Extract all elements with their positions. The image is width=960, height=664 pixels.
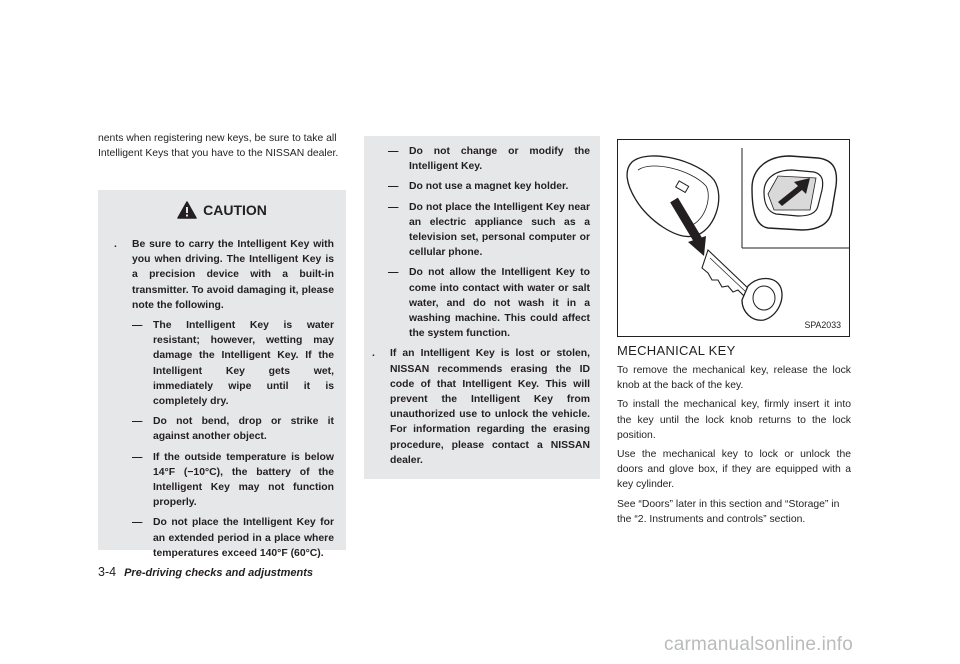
caution-header bbox=[98, 198, 346, 222]
mechanical-key-figure bbox=[617, 139, 850, 337]
caution-sub-item: — Do not bend, drop or strike it against another object. bbox=[132, 416, 334, 443]
body-paragraph: To install the mechanical key, firmly insert it into the key until the lock knob returns to the lock position. bbox=[617, 399, 851, 441]
body-paragraph: Use the mechanical key to lock or unlock the doors and glove box, if they are equipped with a key cylinder. bbox=[617, 449, 851, 491]
body-paragraph: See “Doors” later in this section and “Storage” in the “2. Instruments and controls” section. bbox=[617, 498, 840, 525]
caution-sub-item: — Do not change or modify the Intelligent Key. bbox=[388, 146, 590, 173]
intro-text-block bbox=[98, 131, 346, 165]
caution-bullet-text: If an Intelligent Key is lost or stolen, NISSAN recommends erasing the ID code of that Intelligent Key. This will prevent the Intelligent Key from unauthorized use to unlock the vehicle. For information regarding the erasing procedure, please contact a NISSAN dealer. bbox=[390, 348, 590, 466]
caution-title: CAUTION bbox=[203, 202, 267, 218]
intro-paragraph: nents when registering new keys, be sure to take all Intelligent Keys that you have to the NISSAN dealer. bbox=[98, 133, 339, 160]
watermark: carmanualsonline.info bbox=[664, 634, 854, 655]
caution-sub-item: — Do not place the Intelligent Key near an electric appliance such as a television set, personal computer or cellular phone. bbox=[388, 201, 590, 259]
caution-box-right bbox=[364, 136, 600, 479]
mechanical-key-section bbox=[617, 343, 851, 531]
body-paragraph: To remove the mechanical key, release the lock knob at the back of the key. bbox=[617, 365, 851, 392]
section-title: Pre-driving checks and adjustments bbox=[124, 567, 313, 579]
caution-box-left bbox=[98, 190, 346, 559]
caution-sub-item: — Do not use a magnet key holder. bbox=[388, 181, 569, 193]
caution-bullet: . Be sure to carry the Intelligent Key with you when driving. The Intelligent Key is a precision device with a built-in transmitter. To avoid damaging it, please note the following. bbox=[114, 239, 334, 311]
figure-code: SPA2033 bbox=[804, 320, 841, 330]
caution-bullet: . If an Intelligent Key is lost or stolen, NISSAN recommends erasing the ID code of that Intelligent Key. This will prevent the Intelligent Key from unauthorized use to unlock the vehicle. For information regarding the erasing procedure, please contact a NISSAN dealer. bbox=[372, 348, 590, 466]
page-footer bbox=[98, 565, 313, 580]
caution-sub-item: — The Intelligent Key is water resistant; however, wetting may damage the Intelligent Key. If the Intelligent Key gets wet, immediately wipe until it is completely dry. bbox=[132, 320, 334, 408]
caution-bullet-text: Be sure to carry the Intelligent Key with you when driving. The Intelligent Key is a precision device with a built-in transmitter. To avoid damaging it, please note the following. bbox=[132, 239, 334, 311]
key-illustration bbox=[618, 140, 849, 336]
caution-sub-item: — Do not allow the Intelligent Key to come into contact with water or salt water, and do not wash it in a washing machine. This could affect the system function. bbox=[388, 267, 590, 340]
section-heading: MECHANICAL KEY bbox=[617, 343, 736, 358]
page-number: 3-4 bbox=[98, 565, 117, 579]
caution-sub-item: — If the outside temperature is below 14°F (−10°C), the battery of the Intelligent Key may not function properly. bbox=[132, 451, 334, 509]
warning-triangle-icon bbox=[177, 201, 197, 219]
caution-sub-item: — Do not place the Intelligent Key for an extended period in a place where temperatures exceed 140°F (60°C). bbox=[132, 517, 334, 559]
